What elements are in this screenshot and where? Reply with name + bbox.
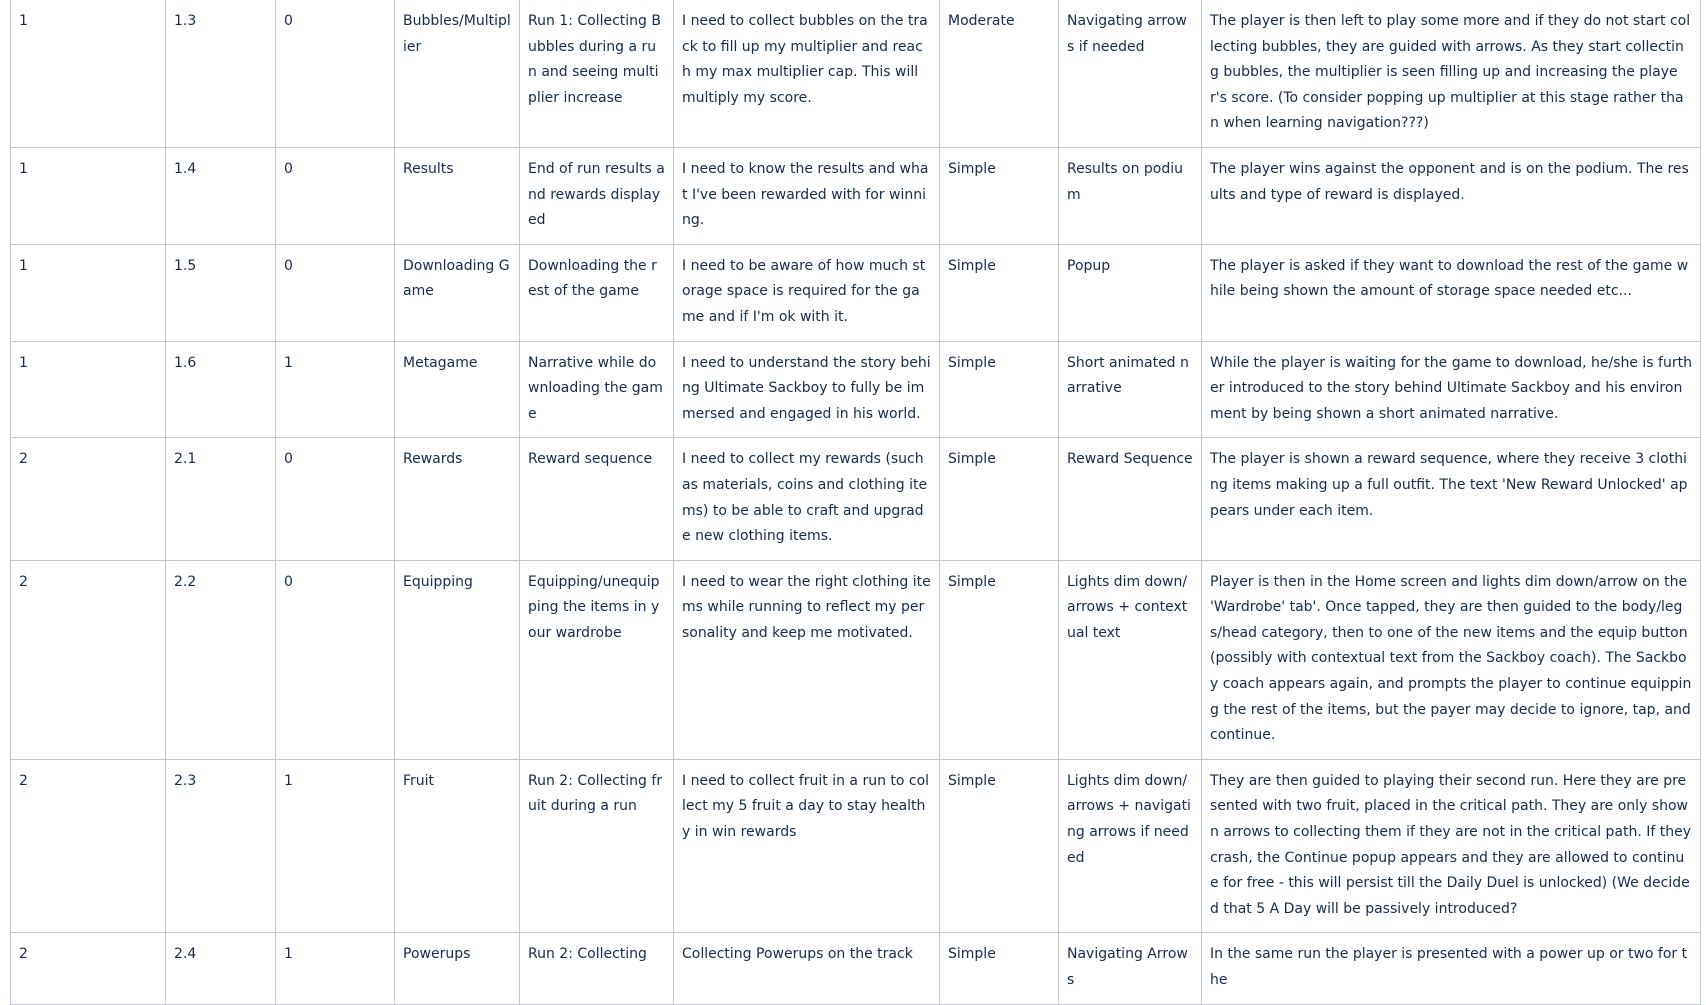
cell-stage: 1 bbox=[11, 147, 166, 244]
cell-feature: Downloading Game bbox=[395, 244, 520, 341]
cell-method: Navigating Arrows bbox=[1059, 933, 1202, 1004]
cell-method: Reward Sequence bbox=[1059, 438, 1202, 560]
cell-title: End of run results and rewards displayed bbox=[520, 147, 674, 244]
cell-step: 2.4 bbox=[166, 933, 276, 1004]
cell-stage: 2 bbox=[11, 933, 166, 1004]
cell-title: Reward sequence bbox=[520, 438, 674, 560]
cell-step: 1.3 bbox=[166, 0, 276, 147]
cell-step: 1.4 bbox=[166, 147, 276, 244]
cell-complexity: Simple bbox=[940, 147, 1059, 244]
cell-feature: Rewards bbox=[395, 438, 520, 560]
table-row bbox=[11, 560, 1701, 759]
cell-description: They are then guided to playing their second run. Here they are presented with two fruit, placed in the critical path. They are only shown arrows to collecting them if they are not in the critical path. If they crash, the Continue popup appears and they are allowed to continue for free - this will persist till the Daily Duel is unlocked) (We decided that 5 A Day will be passively introduced? bbox=[1202, 759, 1701, 933]
cell-feature: Powerups bbox=[395, 933, 520, 1004]
cell-step: 1.6 bbox=[166, 341, 276, 438]
cell-complexity: Simple bbox=[940, 933, 1059, 1004]
cell-complexity: Simple bbox=[940, 560, 1059, 759]
cell-stage: 1 bbox=[11, 0, 166, 147]
cell-stage: 1 bbox=[11, 244, 166, 341]
cell-title: Equipping/unequipping the items in your wardrobe bbox=[520, 560, 674, 759]
cell-feature: Results bbox=[395, 147, 520, 244]
cell-stage: 2 bbox=[11, 560, 166, 759]
cell-description: The player is then left to play some more and if they do not start collecting bubbles, they are guided with arrows. As they start collecting bubbles, the multiplier is seen filling up and increasing the player's score. (To consider popping up multiplier at this stage rather than when learning navigation???) bbox=[1202, 0, 1701, 147]
table-row bbox=[11, 759, 1701, 933]
cell-title: Run 2: Collecting bbox=[520, 933, 674, 1004]
cell-complexity: Moderate bbox=[940, 0, 1059, 147]
cell-step: 2.1 bbox=[166, 438, 276, 560]
cell-user-story: Collecting Powerups on the track bbox=[674, 933, 940, 1004]
cell-flag: 0 bbox=[276, 560, 395, 759]
cell-method: Results on podium bbox=[1059, 147, 1202, 244]
cell-method: Popup bbox=[1059, 244, 1202, 341]
cell-step: 2.3 bbox=[166, 759, 276, 933]
cell-flag: 1 bbox=[276, 933, 395, 1004]
cell-user-story: I need to collect my rewards (such as materials, coins and clothing items) to be able to craft and upgrade new clothing items. bbox=[674, 438, 940, 560]
table-row bbox=[11, 147, 1701, 244]
cell-feature: Equipping bbox=[395, 560, 520, 759]
cell-complexity: Simple bbox=[940, 341, 1059, 438]
cell-feature: Fruit bbox=[395, 759, 520, 933]
cell-description: The player is asked if they want to download the rest of the game while being shown the amount of storage space needed etc... bbox=[1202, 244, 1701, 341]
cell-method: Lights dim down/arrows + navigating arrows if needed bbox=[1059, 759, 1202, 933]
table-row bbox=[11, 933, 1701, 1004]
cell-flag: 0 bbox=[276, 244, 395, 341]
cell-title: Run 2: Collecting fruit during a run bbox=[520, 759, 674, 933]
cell-step: 1.5 bbox=[166, 244, 276, 341]
table-row bbox=[11, 438, 1701, 560]
cell-user-story: I need to know the results and what I've been rewarded with for winning. bbox=[674, 147, 940, 244]
cell-description: Player is then in the Home screen and lights dim down/arrow on the 'Wardrobe' tab'. Once tapped, they are then guided to the body/legs/head category, then to one of the new items and the equip button (possibly with contextual text from the Sackboy coach). The Sackboy coach appears again, and prompts the player to continue equipping the rest of the items, but the payer may decide to ignore, tap, and continue. bbox=[1202, 560, 1701, 759]
table-row bbox=[11, 0, 1701, 147]
cell-flag: 0 bbox=[276, 438, 395, 560]
cell-user-story: I need to wear the right clothing items while running to reflect my personality and keep me motivated. bbox=[674, 560, 940, 759]
cell-feature: Metagame bbox=[395, 341, 520, 438]
cell-stage: 1 bbox=[11, 341, 166, 438]
cell-method: Short animated narrative bbox=[1059, 341, 1202, 438]
cell-description: The player is shown a reward sequence, where they receive 3 clothing items making up a full outfit. The text 'New Reward Unlocked' appears under each item. bbox=[1202, 438, 1701, 560]
cell-flag: 0 bbox=[276, 147, 395, 244]
cell-user-story: I need to understand the story behing Ultimate Sackboy to fully be immersed and engaged in his world. bbox=[674, 341, 940, 438]
cell-description: The player wins against the opponent and is on the podium. The results and type of reward is displayed. bbox=[1202, 147, 1701, 244]
table-row bbox=[11, 244, 1701, 341]
cell-user-story: I need to collect fruit in a run to collect my 5 fruit a day to stay healthy in win rewards bbox=[674, 759, 940, 933]
cell-title: Downloading the rest of the game bbox=[520, 244, 674, 341]
cell-flag: 0 bbox=[276, 0, 395, 147]
cell-feature: Bubbles/Multiplier bbox=[395, 0, 520, 147]
cell-user-story: I need to be aware of how much storage space is required for the game and if I'm ok with it. bbox=[674, 244, 940, 341]
cell-step: 2.2 bbox=[166, 560, 276, 759]
cell-complexity: Simple bbox=[940, 244, 1059, 341]
cell-complexity: Simple bbox=[940, 759, 1059, 933]
cell-title: Run 1: Collecting Bubbles during a run and seeing multiplier increase bbox=[520, 0, 674, 147]
cell-method: Navigating arrows if needed bbox=[1059, 0, 1202, 147]
cell-description: While the player is waiting for the game to download, he/she is further introduced to the story behind Ultimate Sackboy and his environment by being shown a short animated narrative. bbox=[1202, 341, 1701, 438]
tutorial-spec-table bbox=[10, 0, 1701, 1005]
cell-user-story: I need to collect bubbles on the track to fill up my multiplier and reach my max multiplier cap. This will multiply my score. bbox=[674, 0, 940, 147]
cell-flag: 1 bbox=[276, 341, 395, 438]
cell-description: In the same run the player is presented with a power up or two for the bbox=[1202, 933, 1701, 1004]
table-body bbox=[11, 0, 1701, 1004]
cell-stage: 2 bbox=[11, 438, 166, 560]
cell-stage: 2 bbox=[11, 759, 166, 933]
cell-flag: 1 bbox=[276, 759, 395, 933]
cell-method: Lights dim down/arrows + contextual text bbox=[1059, 560, 1202, 759]
cell-title: Narrative while downloading the game bbox=[520, 341, 674, 438]
table-row bbox=[11, 341, 1701, 438]
cell-complexity: Simple bbox=[940, 438, 1059, 560]
